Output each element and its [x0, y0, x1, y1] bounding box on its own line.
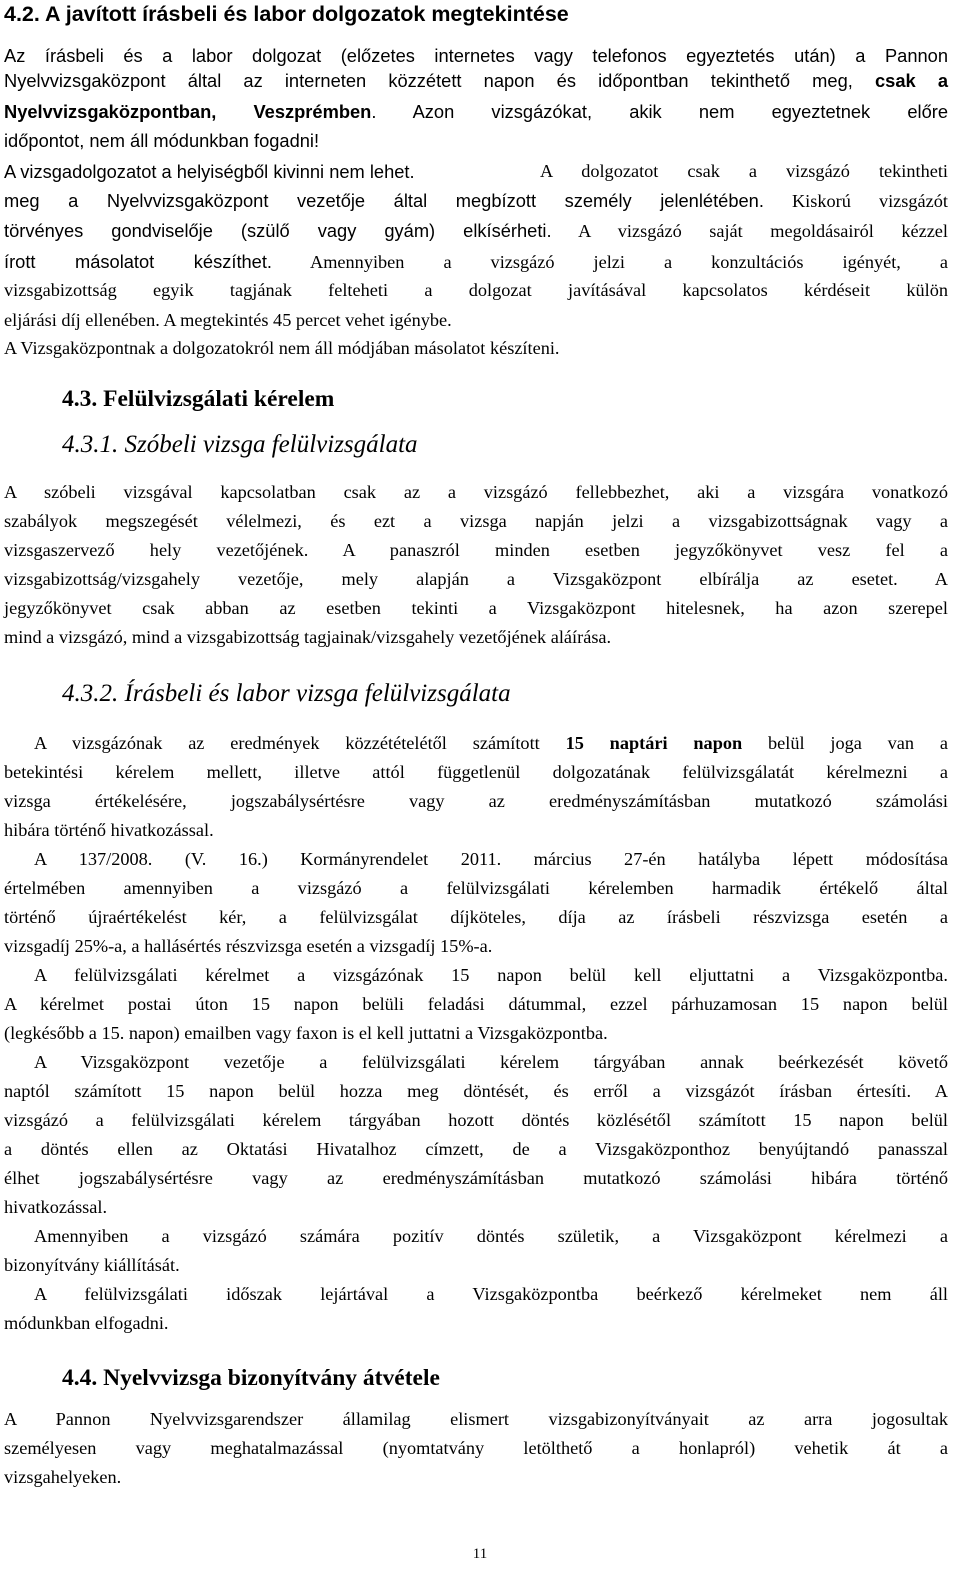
s42-line-11: A Vizsgaközpontnak a dolgozatokról nem áll módjában másolatot készíteni. [4, 338, 560, 358]
s42-line-3: Nyelvvizsgaközpontban, Veszprémben. Azon vizsgázókat, akik nem egyeztetnek előre [4, 101, 948, 122]
s432-p5-line-4: a döntés ellen az Oktatási Hivatalhoz címzett, de a Vizsgaközponthoz benyújtandó panasszal [4, 1139, 948, 1159]
s432-p4-line-1: A felülvizsgálati kérelmet a vizsgázónak 15 napon belül kell eljuttatni a Vizsgaközpontba. [34, 965, 948, 985]
s432-p6-line-2: bizonyítvány kiállítását. [4, 1255, 180, 1275]
s44-line-3: vizsgahelyeken. [4, 1467, 122, 1487]
section-4-3-heading: 4.3. Felülvizsgálati kérelem [62, 386, 335, 412]
s42-line-5-prefix: meg a Nyelvvizsgaközpont vezetője által megbízott személy jelenlétében. [4, 190, 764, 211]
s432-p5-line-3: vizsgázó a felülvizsgálati kérelem tárgyában hozott döntés közlésétől számított 15 napon belül [4, 1110, 948, 1130]
section-4-3-1-heading: 4.3.1. Szóbeli vizsga felülvizsgálata [62, 431, 418, 458]
s432-line-2: betekintési kérelem mellett, illetve attól függetlenül dolgozatának felülvizsgálatát kérelmezni a [4, 762, 948, 782]
s42-line-7: törvényes gondviselője (szülő vagy gyám) elkísérheti. A vizsgázó saját megoldásairól kézzel [4, 220, 948, 241]
s42-line-4: időpontot, nem áll módunkban fogadni! [4, 130, 320, 151]
s432-p5-line-2: naptól számított 15 napon belül hozza meg döntését, és erről a vizsgázót írásban értesíti. A [4, 1081, 948, 1101]
s432-p3-line-4: vizsgadíj 25%-a, a hallásértés részvizsga esetén a vizsgadíj 15%-a. [4, 936, 493, 956]
s432-line-1: A vizsgázónak az eredmények közzétételétől számított 15 naptári napon belül joga van a [34, 733, 948, 753]
s432-p4-line-2: A kérelmet postai úton 15 napon belüli feladási dátummal, ezzel párhuzamosan 15 napon belül [4, 994, 948, 1014]
s432-p6-line-1: Amennyiben a vizsgázó számára pozitív döntés születik, a Vizsgaközpont kérelmezi a [34, 1226, 948, 1246]
s432-p3-line-3: történő újraértékelést kér, a felülvizsgálat díjköteles, díja az írásbeli részvizsga esetén a [4, 907, 948, 927]
s432-line-3: vizsga értékelésére, jogszabálysértésre vagy az eredményszámításban mutatkozó számolási [4, 791, 948, 811]
section-4-4-heading: 4.4. Nyelvvizsga bizonyítvány átvétele [62, 1365, 440, 1391]
s42-line-10: eljárási díj ellenében. A megtekintés 45 percet vehet igénybe. [4, 310, 452, 330]
s42-line-2: Nyelvvizsgaközpont által az interneten közzétett napon és időpontban tekinthető meg, csak a [4, 70, 948, 91]
s42-line-1: Az írásbeli és a labor dolgozat (előzetes internetes vagy telefonos egyeztetés után) a Pannon [4, 45, 948, 66]
s44-line-1: A Pannon Nyelvvizsgarendszer államilag elismert vizsgabizonyítványait az arra jogosultak [4, 1409, 948, 1429]
page-number: 11 [472, 1546, 488, 1562]
section-4-3-2-heading: 4.3.2. Írásbeli és labor vizsga felülvizsgálata [62, 680, 511, 707]
s432-p5-line-1: A Vizsgaközpont vezetője a felülvizsgálati kérelem tárgyában annak beérkezését követő [34, 1052, 948, 1072]
s431-line-6: mind a vizsgázó, mind a vizsgabizottság tagjainak/vizsgahely vezetőjének aláírása. [4, 627, 612, 647]
s431-line-5: jegyzőkönyvet csak abban az esetben tekinti a Vizsgaközpont hitelesnek, ha azon szerepel [4, 598, 948, 618]
s42-line-5a: A vizsgadolgozatot a helyiségből kivinni nem lehet. [4, 161, 415, 182]
s432-p5-line-6: hivatkozással. [4, 1197, 108, 1217]
s42-line-9: vizsgabizottság egyik tagjának felteheti a dolgozat javításával kapcsolatos kérdéseit külön [4, 280, 948, 300]
s42-line-5: meg a Nyelvvizsgaközpont vezetője által megbízott személy jelenlétében. Kiskorú vizsgázót [4, 190, 948, 211]
s432-p3-line-1: A 137/2008. (V. 16.) Kormányrendelet 2011. március 27-én hatályba lépett módosítása [34, 849, 948, 869]
s431-line-2: szabályok megszegését vélelmezi, és ezt a vizsga napján jelzi a vizsgabizottságnak vagy a [4, 511, 948, 531]
s42-line-8: írott másolatot készíthet. Amennyiben a vizsgázó jelzi a konzultációs igényét, a [4, 251, 948, 272]
s431-line-4: vizsgabizottság/vizsgahely vezetője, mely alapján a Vizsgaközpont elbírálja az esetet. A [4, 569, 948, 589]
s44-line-2: személyesen vagy meghatalmazással (nyomtatvány letölthető a honlapról) vehetik át a [4, 1438, 948, 1458]
section-4-2-heading: 4.2. A javított írásbeli és labor dolgozatok megtekintése [4, 2, 569, 26]
s432-p4-line-3: (legkésőbb a 15. napon) emailben vagy faxon is el kell juttatni a Vizsgaközpontba. [4, 1023, 608, 1043]
s432-p3-line-2: értelmében amennyiben a vizsgázó a felülvizsgálati kérelemben harmadik értékelő által [4, 878, 948, 898]
s431-line-3: vizsgaszervező hely vezetőjének. A panaszról minden esetben jegyzőkönyvet vesz fel a [4, 540, 948, 560]
s42-line-5b: A dolgozatot csak a vizsgázó tekintheti [540, 161, 948, 181]
s432-line-4: hibára történő hivatkozással. [4, 820, 214, 840]
s432-p7-line-1: A felülvizsgálati időszak lejártával a Vizsgaközpontba beérkező kérelmeket nem áll [34, 1284, 948, 1304]
s431-line-1: A szóbeli vizsgával kapcsolatban csak az a vizsgázó fellebbezhet, aki a vizsgára vonatkozó [4, 482, 948, 502]
s432-p5-line-5: élhet jogszabálysértésre vagy az eredményszámításban mutatkozó számolási hibára történő [4, 1168, 948, 1188]
s432-p7-line-2: módunkban elfogadni. [4, 1313, 169, 1333]
